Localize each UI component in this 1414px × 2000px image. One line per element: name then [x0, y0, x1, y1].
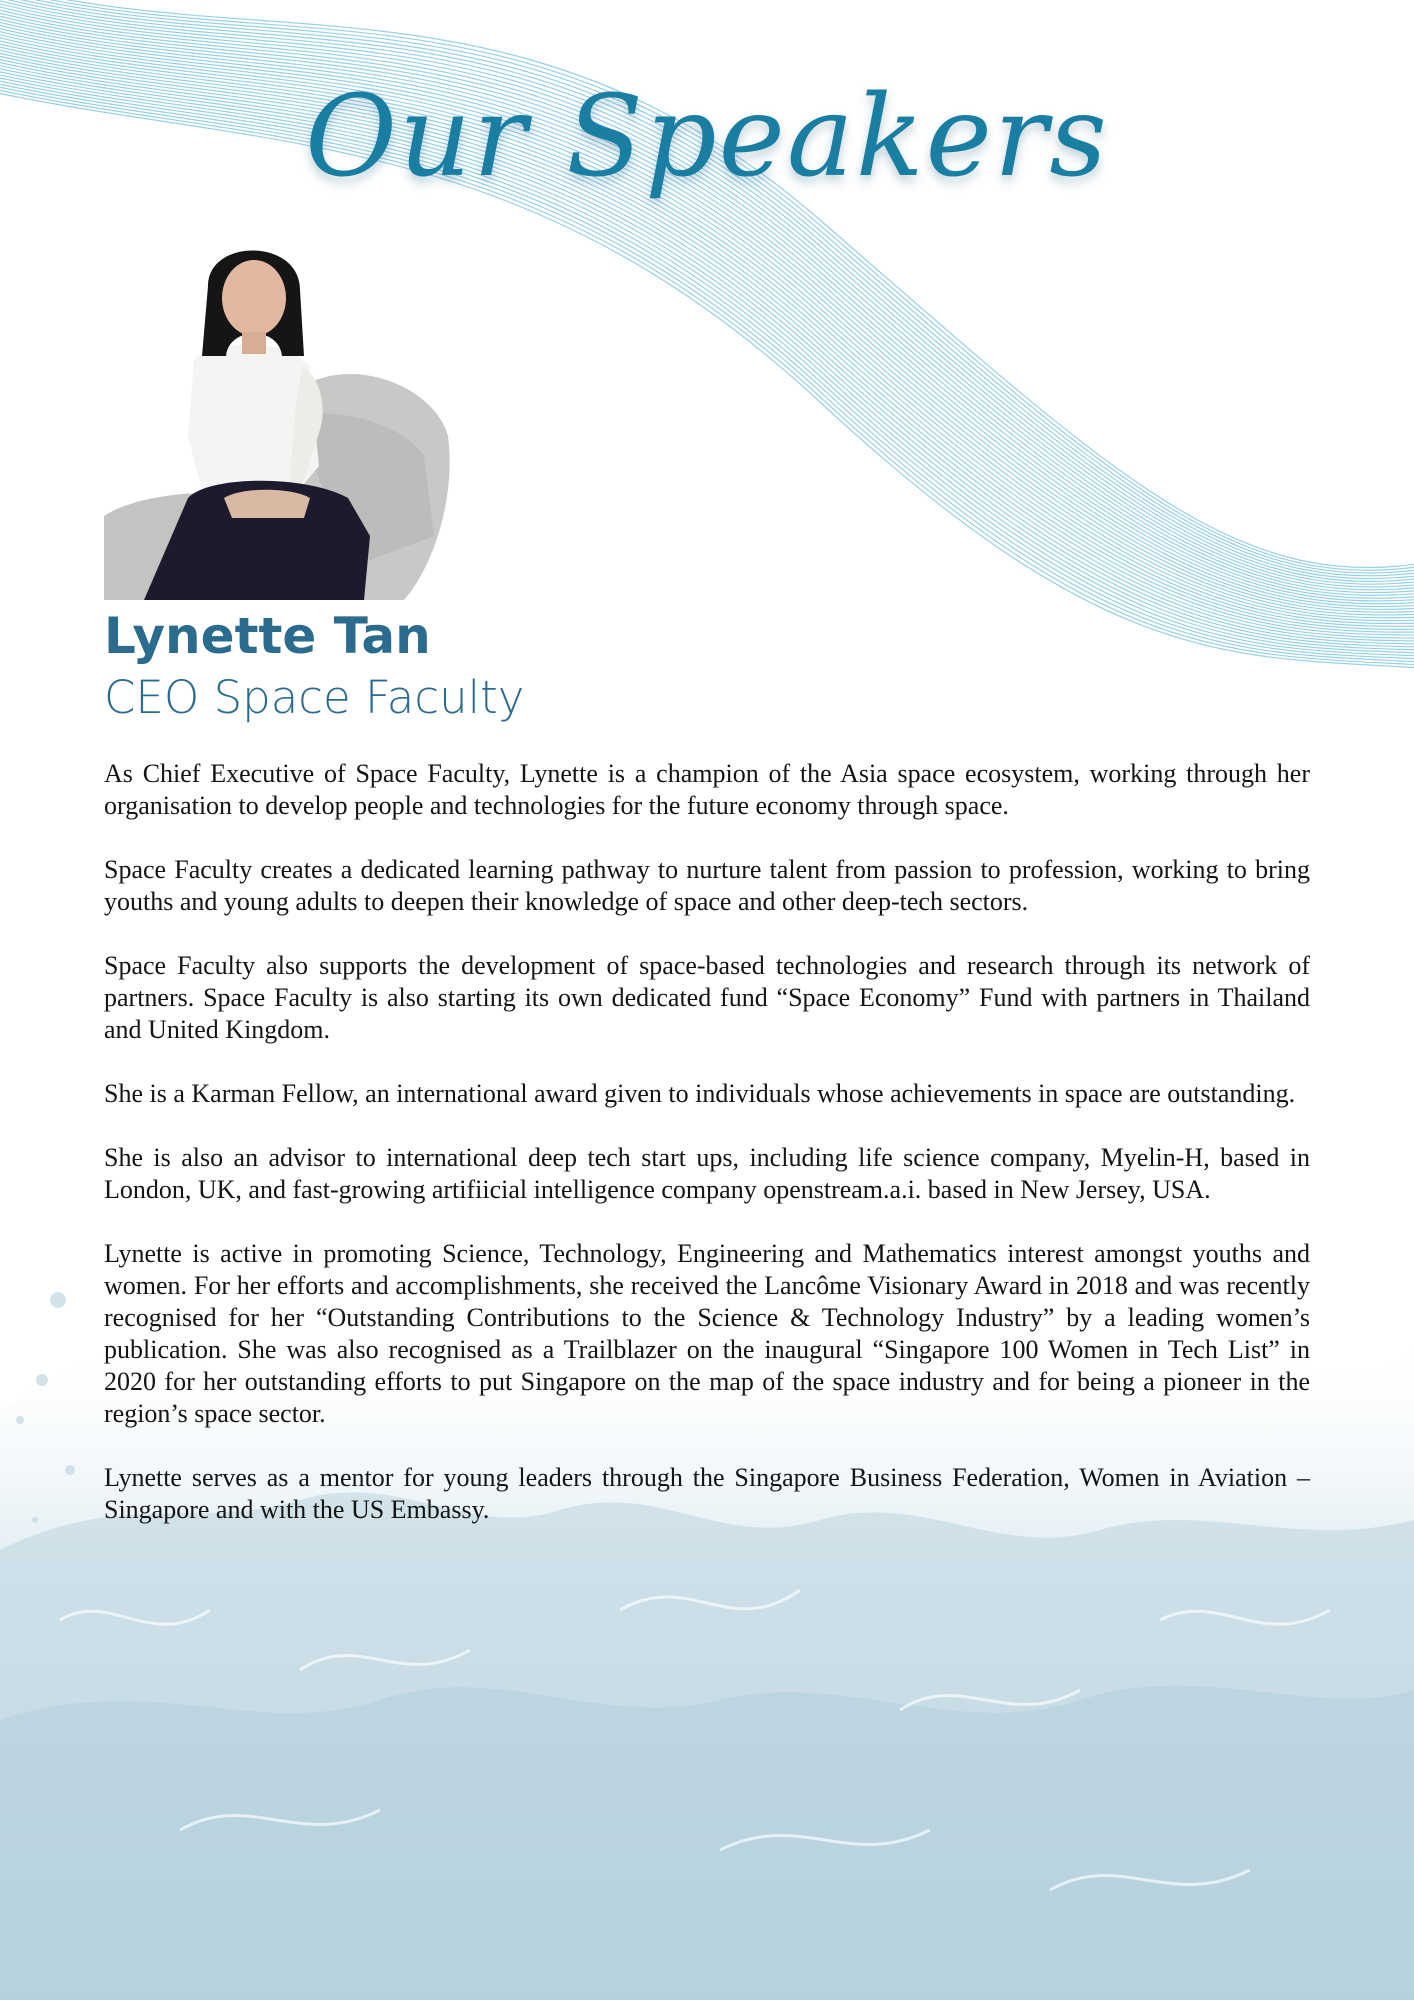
- speaker-role: CEO Space Faculty: [104, 671, 525, 724]
- bio-paragraph: Space Faculty also supports the development of space-based technologies and research through its network of partners. Space Faculty is also starting its own dedicated fund “Space Economy” Fund with partners in Thailand and United Kingdom.: [104, 951, 1310, 1044]
- bio-paragraph: She is also an advisor to international deep tech start ups, including life science company, Myelin-H, based in London, UK, and fast-growing artifiicial intelligence company openstream.a.i. based in New Jersey, USA.: [104, 1143, 1310, 1204]
- bio-paragraph: Lynette serves as a mentor for young leaders through the Singapore Business Federation, Women in Aviation – Singapore and with the US Embassy.: [104, 1463, 1310, 1524]
- speaker-name: Lynette Tan: [104, 607, 431, 665]
- bio-paragraph: Space Faculty creates a dedicated learning pathway to nurture talent from passion to profession, working to bring youths and young adults to deepen their knowledge of space and other deep-tech sectors.: [104, 855, 1310, 916]
- speaker-photo: [104, 236, 456, 600]
- bio-paragraph: As Chief Executive of Space Faculty, Lynette is a champion of the Asia space ecosystem, working through her organisation to develop people and technologies for the future economy through space.: [104, 759, 1310, 820]
- bio-paragraph: Lynette is active in promoting Science, Technology, Engineering and Mathematics interest amongst youths and women. For her efforts and accomplishments, she received the Lancôme Visionary Award in 2018 and was recently recognised for her “Outstanding Contributions to the Science & Technology Industry” by a leading women’s publication. She was also recognised as a Trailblazer on the inaugural “Singapore 100 Women in Tech List” in 2020 for her outstanding efforts to put Singapore on the map of the space industry and for being a pioneer in the region’s space sector.: [104, 1239, 1310, 1428]
- bio-paragraph: She is a Karman Fellow, an international award given to individuals whose achievements in space are outstanding.: [104, 1079, 1296, 1108]
- speaker-bio: [104, 758, 1310, 1558]
- page-title: Our Speakers: [305, 72, 1109, 202]
